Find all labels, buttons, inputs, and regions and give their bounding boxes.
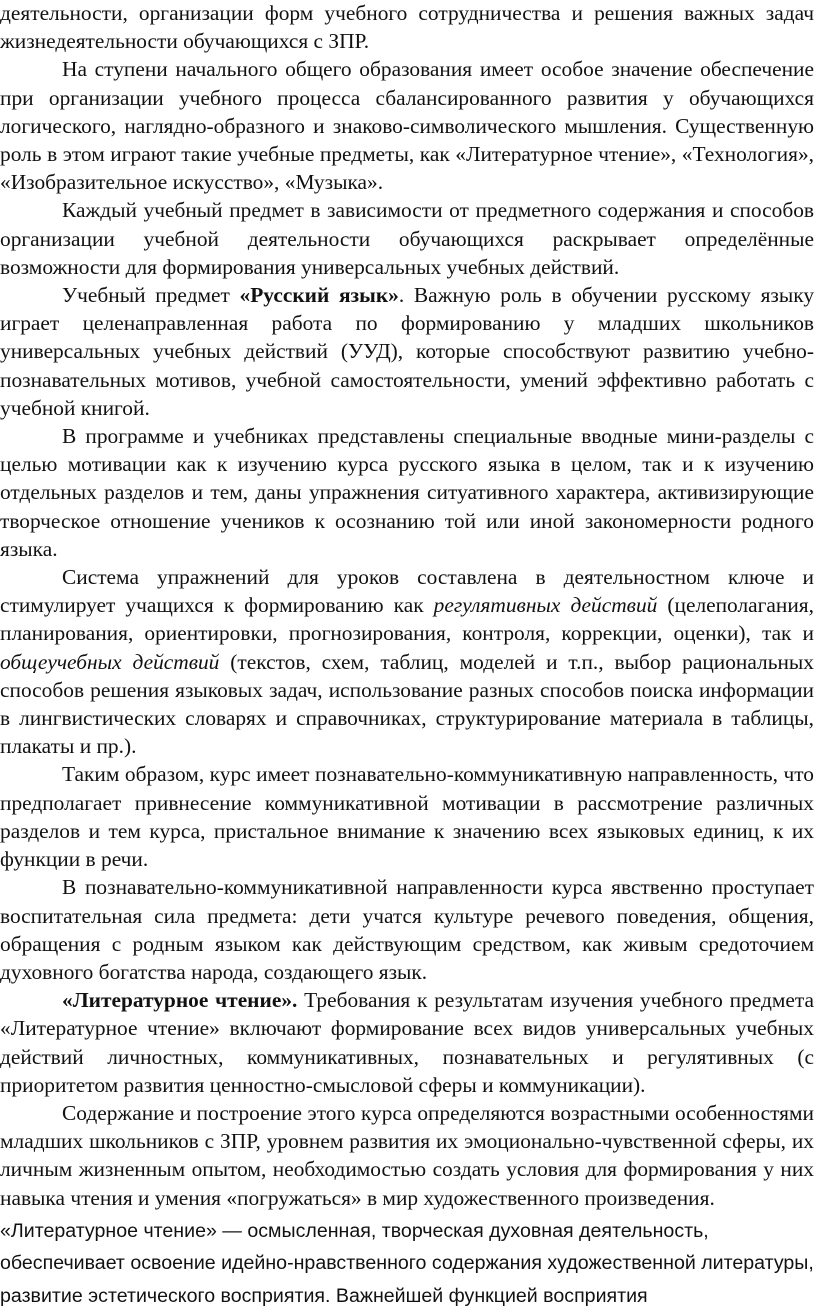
paragraph-literary-reading [0,986,814,1099]
paragraph-text: (целеполагания, планирования, ориентировки, прогнозирования, контроля, коррекции, оценки), так и [0,593,814,646]
paragraph-literary-reading-activity [0,1215,814,1312]
paragraph-text: (текстов, схем, таблиц, моделей и т.п., выбор рациональных способов решения языковых задач, использование разных способов поиска информации в лингвистических словарях и справочниках, структурирование материала в таблицы, плакаты и пр.). [0,649,814,759]
subject-title-literary-reading: «Литературное чтение». [62,988,298,1013]
paragraph-subject-possibilities [0,196,814,281]
paragraph-russian-language [0,281,814,422]
paragraph-text: Система упражнений для уроков составлена в деятельностном ключе и стимулирует учащихся к формированию как [0,565,814,618]
paragraph-course-direction [0,760,814,873]
paragraph-text: деятельности, организации форм учебного сотрудничества и решения важных задач жизнедеятельности обучающихся с ЗПР. [0,1,814,54]
paragraph-text: «Литературное чтение» — осмысленная, творческая духовная деятельность, обеспечивает освоение идейно-нравственного содержания художественной литературы, развитие эстетического восприятия. Важнейшей функцией восприятия [0,1219,814,1307]
paragraph-educational-force [0,873,814,986]
paragraph-text: В программе и учебниках представлены специальные вводные мини-разделы с целью мотивации как к изучению курса русского языка в целом, так и к изучению отдельных разделов и тем, даны упражнения ситуативного характера, активизирующие творческое отношение учеников к осознанию той или иной закономерности родного языка. [0,424,814,561]
subject-title-russian: «Русский язык» [239,283,399,308]
term-general-learning-actions: общеучебных действий [0,649,220,674]
paragraph-program-textbooks [0,422,814,563]
paragraph-text: Каждый учебный предмет в зависимости от предметного содержания и способов организации учебной деятельности обучающихся раскрывает определённые возможности для формирования универсальных учебных действий. [0,198,814,279]
paragraph-text: Требования к результатам изучения учебного предмета «Литературное чтение» включают формирование всех видов универсальных учебных действий личностных, коммуникативных, познавательных и регулятивных (с приоритетом развития ценностно-смысловой сферы и коммуникации). [0,988,814,1097]
paragraph-course-content [0,1099,814,1212]
paragraph-text: На ступени начального общего образования имеет особое значение обеспечение при организации учебного процесса сбалансированного развития у обучающихся логического, наглядно-образного и знаково-символического мышления. Существенную роль в этом играют такие учебные предметы, как «Литературное чтение», «Технология», «Изобразительное искусство», «Музыка». [0,57,814,195]
paragraph-text: Учебный предмет [62,283,240,308]
term-regulatory-actions: регулятивных действий [433,593,658,618]
paragraph-text: . Важную роль в обучении русскому языку играет целенаправленная работа по формированию у младших школьников универсальных учебных действий (УУД), которые способствуют развитию учебно-познавательных мотивов, учебной самостоятельности, умений эффективно работать с учебной книгой. [0,283,815,420]
paragraph-text: В познавательно-коммуникативной направленности курса явственно проступает воспитательная сила предмета: дети учатся культуре речевого поведения, общения, обращения с родным языком как действующим средством, как живым средоточием духовного богатства народа, создающего язык. [0,875,814,984]
paragraph-exercise-system [0,563,814,760]
paragraph-text: Содержание и построение этого курса определяются возрастными особенностями младших школьников с ЗПР, уровнем развития их эмоционально-чувственной сферы, их личным жизненным опытом, необходимостью создать условия для формирования у них навыка чтения и умения «погружаться» в мир художественного произведения. [0,1100,814,1210]
paragraph-continuation [0,0,814,55]
paragraph-text: Таким образом, курс имеет познавательно-коммуникативную направленность, что предполагает привнесение коммуникативной мотивации в рассмотрение различных разделов и тем курса, пристальное внимание к значению всех языковых единиц, к их функции в речи. [0,762,814,872]
paragraph-primary-education [0,55,814,196]
